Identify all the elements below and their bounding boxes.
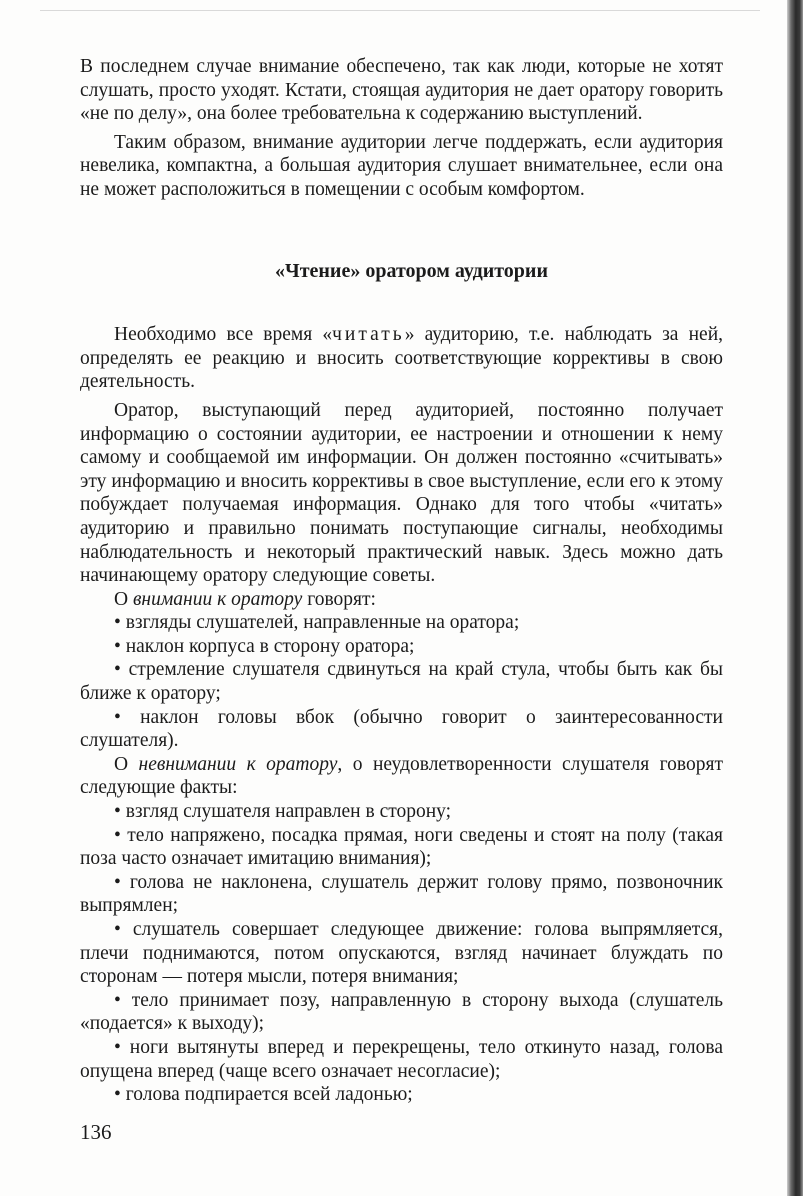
inattention-intro-end: , о неудовлетворенности слушателя говорят следующие факты: bbox=[80, 753, 723, 799]
p3-end: » аудиторию, т.е. наблюдать за ней, определять ее реакцию и вносить соответствующие коррективы в свою деятельность. bbox=[80, 324, 724, 393]
paragraph-3 bbox=[80, 323, 723, 394]
list-item: • голова подпирается всей ладонью; bbox=[114, 1084, 413, 1106]
top-rule bbox=[40, 10, 760, 11]
book-spine-shadow bbox=[787, 0, 803, 1196]
list-item: • тело принимает позу, направленную в сторону выхода (слушатель «подается» к выходу); bbox=[80, 989, 723, 1035]
section-title: «Чтение» оратором аудитории bbox=[275, 259, 548, 282]
list-item: • взгляд слушателя направлен в сторону; bbox=[114, 801, 452, 823]
paragraph-2: Таким образом, внимание аудитории легче поддержать, если аудитория невелика, компактна, а большая аудитория слушает внимательнее, если она не может расположиться в помещении с особым комфортом. bbox=[80, 131, 723, 200]
attention-list bbox=[80, 611, 723, 753]
list-item: • ноги вытянуты вперед и перекрещены, тело откинуто назад, голова опущена вперед (чаще всего означает несогласие); bbox=[80, 1036, 723, 1082]
paragraph-4: Оратор, выступающий перед аудиторией, постоянно получает информацию о состоянии аудитории, ее настроении и отношении к нему самому и сообщаемой им информации. Он должен постоянно «считывать» эту информацию и вносить коррективы в свое выступление, если его к этому побуждает получаемая информация. Однако для того чтобы «читать» аудиторию и правильно понимать поступающие сигналы, необходимы наблюдательность и некоторый практический навык. Здесь можно дать начинающему оратору следующие советы. bbox=[80, 399, 723, 587]
attention-intro-end: говорят: bbox=[302, 588, 376, 610]
list-item: • голова не наклонена, слушатель держит голову прямо, позвоночник выпрямлен; bbox=[80, 871, 723, 917]
p3-spaced-word: читать bbox=[332, 324, 405, 346]
list-item: • наклон корпуса в сторону оратора; bbox=[114, 635, 415, 657]
list-item: • наклон головы вбок (обычно говорит о заинтересованности слушателя). bbox=[80, 706, 723, 752]
inattention-intro bbox=[80, 753, 723, 800]
page-content bbox=[80, 55, 723, 1107]
list-item: • тело напряжено, посадка прямая, ноги сведены и стоят на полу (такая поза часто означает имитацию внимания); bbox=[80, 824, 723, 870]
inattention-intro-emphasis: невнимании к оратору bbox=[138, 753, 338, 775]
p3-start: Необходимо все время « bbox=[114, 324, 333, 346]
list-item: • взгляды слушателей, направленные на оратора; bbox=[114, 612, 520, 634]
inattention-intro-start: О bbox=[114, 753, 139, 775]
paragraph-1: В последнем случае внимание обеспечено, так как люди, которые не хотят слушать, просто уходят. Кстати, стоящая аудитория не дает оратору говорить «не по делу», она более требовательна к содержанию выступлений. bbox=[80, 56, 723, 125]
page-number: 136 bbox=[80, 1120, 112, 1144]
list-item: • слушатель совершает следующее движение: голова выпрямляется, плечи поднимаются, потом опускаются, взгляд начинает блуждать по сторонам — потеря мысли, потеря внимания; bbox=[80, 919, 723, 988]
attention-intro-emphasis: внимании к оратору bbox=[132, 588, 303, 610]
attention-intro-start: О bbox=[114, 588, 133, 610]
attention-intro bbox=[80, 588, 723, 612]
list-item: • стремление слушателя сдвинуться на край стула, чтобы быть как бы ближе к оратору; bbox=[80, 659, 723, 705]
inattention-list bbox=[80, 800, 723, 1107]
